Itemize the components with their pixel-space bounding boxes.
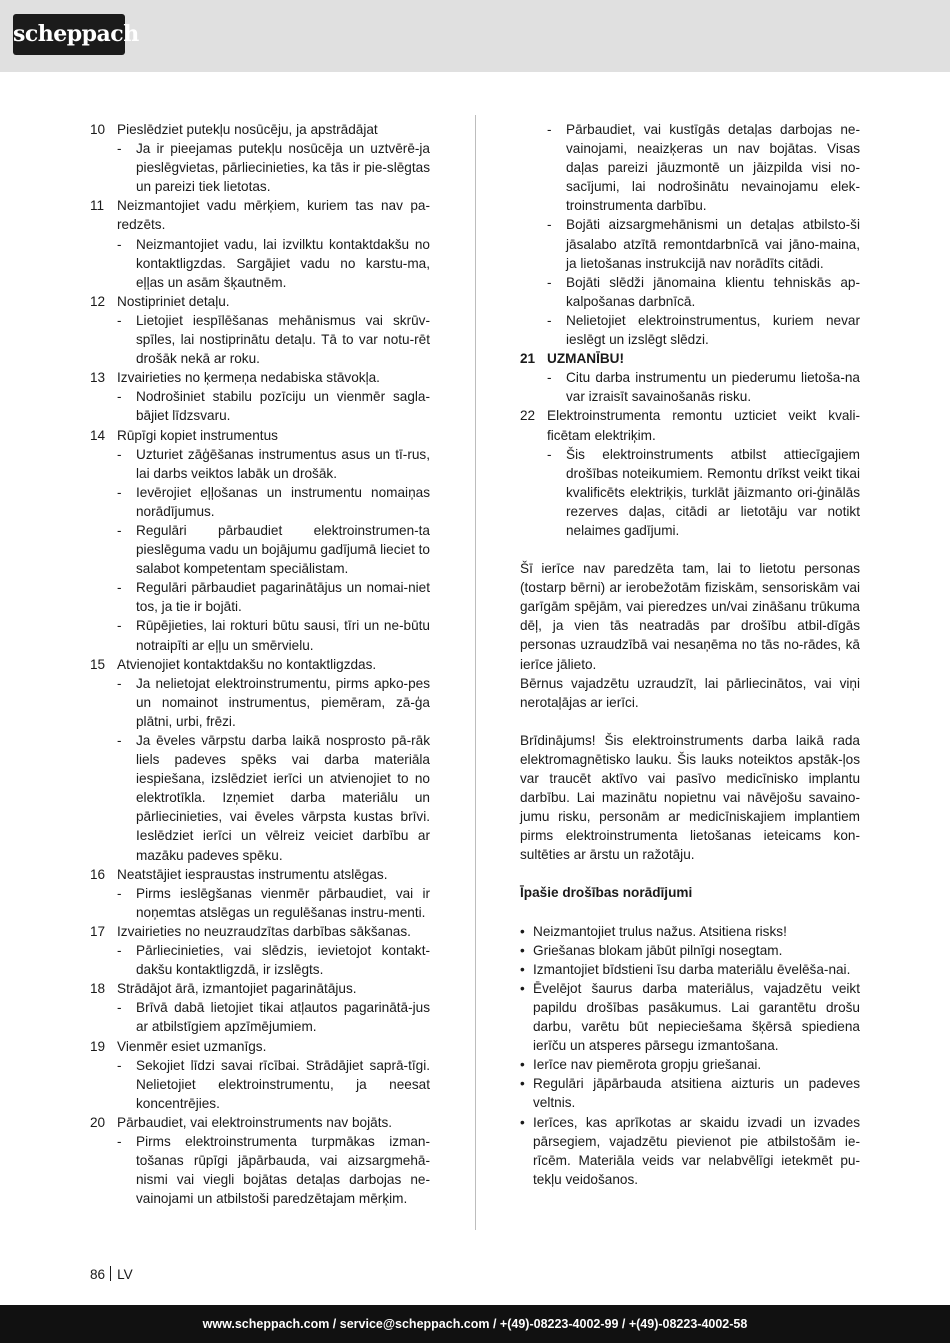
sub-item-text: Nelietojiet elektroinstrumentus, kuriem nevar ieslēgt un izslēgt slēdzi. [566, 312, 860, 348]
sub-item [117, 483, 430, 521]
page-number: 86 [90, 1267, 106, 1282]
dash-marker: - [117, 675, 122, 691]
bullet-text: Neizmantojiet trulus nažus. Atsitiena risks! [533, 923, 787, 939]
bullet-text: Ēvelējot šaurus darba materiālus, vajadzētu veikt papildu drošības pasākumus. Lai garantētu drošu darbu, varētu būt nepieciešama šķērsā spiediena ierīču un atsperes pārsegu izmantošana. [533, 980, 860, 1054]
dash-marker: - [117, 389, 122, 405]
sub-item-text: Regulāri pārbaudiet pagarinātājus un nomai-niet tos, ja tie ir bojāti. [136, 580, 430, 615]
bullet-marker: • [520, 1057, 525, 1073]
sub-item-text: Regulāri pārbaudiet elektroinstrumen-ta pieslēguma vadu un bojājumu gadījumā lieciet to salabot kompetentam speciālistam. [136, 522, 430, 577]
sub-item [117, 235, 430, 292]
list-item-row [90, 1037, 430, 1056]
bullet-item [520, 922, 860, 941]
dash-marker: - [117, 522, 122, 538]
dash-marker: - [117, 1057, 122, 1073]
bullet-item [520, 1055, 860, 1074]
list-item-row [90, 655, 430, 674]
list-item-10 [90, 120, 430, 196]
dash-marker: - [117, 446, 122, 462]
sub-item [547, 273, 860, 311]
item-text: Rūpīgi kopiet instrumentus [117, 427, 278, 443]
sub-item-text: Ja ēveles vārpstu darba laikā nosprosto pā-rāk liels padeves spēks vai darba materiāla iespiešana, izslēdziet ierīci un atvienojiet to no elektrotīkla. Izņemiet darba materiālu un pārliecinieties, vai ēveles vārpsta kustas brīvi. Ieslēdziet ierīci un vēlreiz veiciet darbību ar mazāku padeves spēku. [136, 733, 430, 863]
sub-item [117, 674, 430, 731]
item-number: 21 [520, 351, 536, 367]
dash-marker: - [547, 217, 552, 233]
list-item-21 [520, 349, 860, 406]
item-number: 17 [90, 923, 106, 939]
dash-marker: - [547, 370, 552, 386]
bullet-item [520, 941, 860, 960]
bullet-marker: • [520, 961, 525, 977]
item-text: Neizmantojiet vadu mērķiem, kuriem tas nav pa-redzēts. [117, 198, 430, 233]
sub-item [117, 521, 430, 578]
dash-marker: - [117, 236, 122, 252]
sub-item [547, 215, 860, 272]
sub-item-text: Pirms elektroinstrumenta turpmākas izman-tošanas rūpīgi jāpārbauda, vai aizsargmehā-nismi vai viegli bojātas detaļas darbojas ne-vainojami un atbilstoši paredzētajam mērķim. [136, 1133, 430, 1207]
list-item-row [90, 922, 430, 941]
bullet-text: Ierīces, kas aprīkotas ar skaidu izvadi un izvades pārsegiem, vajadzētu pievienot pie atbilstošām ie-rīcēm. Materiāla veids var nelabvēlīgi ietekmēt pu-tekļu veidošanos. [533, 1114, 860, 1187]
dash-marker: - [117, 618, 122, 634]
item-number: 19 [90, 1038, 106, 1054]
item-text: Atvienojiet kontaktdakšu no kontaktligzdas. [117, 656, 377, 672]
list-item-22 [520, 406, 860, 540]
paragraph-children: Bērnus vajadzētu uzraudzīt, lai pārliecinātos, vai viņi nerotaļājas ar ierīci. [520, 675, 860, 710]
item-20-continued [520, 120, 860, 349]
list-item-16 [90, 865, 430, 922]
item-text: UZMANĪBU! [547, 351, 625, 367]
dash-marker: - [547, 312, 552, 328]
footer-contact-text: www.scheppach.com / service@scheppach.com / +(49)-08223-4002-99 / +(49)-08223-4002-58 [202, 1317, 748, 1331]
sub-item-text: Ja nelietojat elektroinstrumentu, pirms apko-pes un nomainot instrumentus, piemēram, zā-ģa plātni, urbi, frēzi. [136, 675, 430, 729]
page-separator [110, 1266, 111, 1281]
sub-item [117, 1056, 430, 1113]
dash-marker: - [547, 274, 552, 290]
dash-marker: - [117, 943, 122, 959]
item-number: 18 [90, 981, 106, 997]
sub-item-text: Brīvā dabā lietojiet tikai atļautos pagarinātā-jus ar atbilstīgiem apzīmējumiem. [136, 1000, 430, 1035]
page-language: LV [117, 1267, 133, 1282]
sub-item-text: Uzturiet zāģēšanas instrumentus asus un tī-rus, lai darbs veiktos labāk un drošāk. [136, 446, 430, 481]
list-item-14 [90, 426, 430, 655]
item-number: 10 [90, 122, 106, 137]
sub-item [117, 731, 430, 865]
item-number: 13 [90, 370, 106, 386]
list-item-row [90, 120, 430, 139]
list-item-11 [90, 196, 430, 291]
bullet-marker: • [520, 942, 525, 958]
sub-item [547, 120, 860, 215]
sub-item-text: Pirms ieslēgšanas vienmēr pārbaudiet, vai ir noņemtas atslēgas un regulēšanas instru-menti. [136, 885, 430, 920]
page-header [0, 0, 950, 72]
sub-item-text: Bojāti aizsargmehānismi un detaļas atbilsto-ši jāsalabo atzītā remontdarbnīcā vai jāno-maina, ja lietošanas instrukcijā nav norādīts citādi. [566, 217, 860, 271]
sub-item [117, 941, 430, 979]
list-item-13 [90, 368, 430, 425]
item-text: Neatstājiet iespraustas instrumentu atslēgas. [117, 866, 388, 882]
item-text: Nostipriniet detaļu. [117, 293, 230, 309]
dash-marker: - [117, 580, 122, 596]
bullet-item [520, 1074, 860, 1112]
sub-item [547, 311, 860, 349]
sub-item-text: Šis elektroinstruments atbilst attiecīgajiem drošības noteikumiem. Remontu drīkst veikt tikai kvalificēts elektriķis, turklāt jāizmanto ori-ģinālās rezerves daļas, citādi ar lietotāju var notikt nelaimes gadījumi. [566, 446, 860, 538]
bullet-text: Izmantojiet bīdstieni īsu darba materiālu ēvelēša-nai. [533, 961, 851, 977]
dash-marker: - [547, 446, 552, 462]
page-footer-label [90, 1266, 133, 1282]
sub-item-text: Nodrošiniet stabilu pozīciju un vienmēr sagla-bājiet līdzsvaru. [136, 389, 430, 424]
bullet-text: Griešanas blokam jābūt pilnīgi nosegtam. [533, 942, 783, 958]
item-text: Izvairieties no neuzraudzītas darbības sākšanas. [117, 923, 411, 939]
list-item-row [520, 406, 860, 444]
contact-footer [0, 1305, 950, 1343]
list-item-19 [90, 1037, 430, 1113]
list-item-row [520, 349, 860, 368]
item-number: 16 [90, 866, 106, 882]
list-item-row [90, 426, 430, 445]
item-number: 14 [90, 427, 106, 443]
sub-item [117, 616, 430, 654]
bullet-item [520, 960, 860, 979]
paragraph-warning: Brīdinājums! Šis elektroinstruments darba laikā rada elektromagnētisko lauku. Šis lauks noteiktos apstāk-ļos var traucēt aktīvo vai pasīvo medicīnisko implantu darbību. Lai mazinātu nopietnu vai nāvējošu savaino-jumu risku, personām ar medicīniskajiem implantiem pirms elektroinstrumenta lietošanas ieteicams kon-sultēties ar ārstu un ražotāju. [520, 732, 860, 863]
list-item-15 [90, 655, 430, 865]
special-safety-list [520, 922, 860, 1189]
sub-item-text: Ja ir pieejamas putekļu nosūcēja un uztvērē-ja pieslēgvietas, pārliecinieties, ka tās ir pie-slēgtas un pareizi tiek lietotas. [136, 141, 430, 195]
item-text: Strādājot ārā, izmantojiet pagarinātājus. [117, 981, 357, 997]
list-item-row [90, 1113, 430, 1132]
bullet-marker: • [520, 980, 525, 996]
paragraph-usage-restriction: Šī ierīce nav paredzēta tam, lai to lietotu personas (tostarp bērni) ar ierobežotām fiziskām, sensoriskām vai garīgām spējām, vai pieredzes un/vai zināšanu trūkuma dēļ, ja vien tās neatradās par drošību atbil-dīgās personas uzraudzībā vai nesaņēma no tās no-rādes, kā ierīce jālieto. [520, 561, 860, 672]
scheppach-logo: scheppach [13, 14, 125, 55]
list-item-20 [90, 1113, 430, 1208]
item-number: 20 [90, 1114, 106, 1130]
bullet-item [520, 1113, 860, 1189]
dash-marker: - [117, 885, 122, 901]
bullet-marker: • [520, 923, 525, 939]
column-divider [475, 115, 476, 1230]
list-item-18 [90, 979, 430, 1036]
list-item-row [90, 865, 430, 884]
list-item-row [90, 368, 430, 387]
spacer [520, 864, 860, 883]
sub-item [117, 139, 430, 196]
item-number: 22 [520, 408, 536, 424]
dash-marker: - [117, 733, 122, 748]
item-number: 15 [90, 656, 106, 672]
special-safety-heading: Īpašie drošības norādījumi [520, 885, 693, 901]
bullet-marker: • [520, 1076, 525, 1092]
bullet-marker: • [520, 1114, 525, 1130]
sub-item-text: Sekojiet līdzi savai rīcībai. Strādājiet saprā-tīgi. Nelietojiet elektroinstrumentu, ja neesat koncentrējies. [136, 1057, 430, 1111]
dash-marker: - [117, 1133, 122, 1149]
item-number: 11 [90, 198, 105, 214]
dash-marker: - [117, 141, 122, 157]
bullet-item [520, 979, 860, 1055]
right-column [520, 120, 860, 1189]
list-item-row [90, 979, 430, 998]
sub-item-text: Lietojiet iespīlēšanas mehānismus vai skrūv-spīles, lai nostiprinātu detaļu. Tā to var notu-rēt drošāk nekā ar roku. [136, 312, 430, 367]
dash-marker: - [117, 484, 122, 500]
list-item-row [90, 292, 430, 311]
sub-item-text: Citu darba instrumentu un piederumu lietoša-na var izraisīt savainošanās risku. [566, 370, 860, 405]
sub-item [117, 387, 430, 425]
spacer [520, 540, 860, 559]
sub-item-text: Pārbaudiet, vai kustīgās detaļas darbojas ne-vainojami, neaizķeras un nav bojātas. Visas daļas pareizi jāuzmontē un jāizpilda visi no-sacījumi, lai nodrošinātu nevainojamu elek-troinstrumenta darbību. [566, 122, 860, 214]
spacer [520, 712, 860, 731]
spacer [520, 903, 860, 922]
left-column [90, 120, 430, 1208]
dash-marker: - [547, 122, 552, 137]
item-number: 12 [90, 293, 106, 309]
sub-item [117, 884, 430, 922]
bullet-text: Regulāri jāpārbauda atsitiena aizturis un padeves veltnis. [533, 1076, 860, 1111]
sub-item-text: Neizmantojiet vadu, lai izvilktu kontaktdakšu no kontaktligzdas. Sargājiet vadu no karstu-ma, eļļas un asām šķautnēm. [136, 236, 430, 290]
sub-item-text: Ievērojiet eļļošanas un instrumentu nomaiņas norādījumus. [136, 484, 430, 519]
list-item-17 [90, 922, 430, 979]
sub-item [117, 578, 430, 616]
bullet-text: Ierīce nav piemērota gropju griešanai. [533, 1057, 762, 1073]
sub-item [117, 311, 430, 368]
sub-item [117, 1132, 430, 1208]
sub-item [547, 368, 860, 406]
sub-item [117, 998, 430, 1036]
dash-marker: - [117, 1000, 122, 1016]
sub-item [117, 445, 430, 483]
dash-marker: - [117, 312, 122, 328]
sub-item [547, 445, 860, 540]
item-text: Pieslēdziet putekļu nosūcēju, ja apstrādājat [117, 122, 378, 137]
sub-item-text: Rūpējieties, lai rokturi būtu sausi, tīri un ne-būtu notraipīti ar eļļu un smērvielu. [136, 618, 430, 653]
sub-item-text: Pārliecinieties, vai slēdzis, ievietojot kontakt-dakšu kontaktligzdā, ir izslēgts. [136, 943, 430, 978]
item-text: Pārbaudiet, vai elektroinstruments nav bojāts. [117, 1114, 393, 1130]
list-item-12 [90, 292, 430, 368]
item-text: Vienmēr esiet uzmanīgs. [117, 1038, 267, 1054]
item-text: Izvairieties no ķermeņa nedabiska stāvokļa. [117, 370, 380, 386]
list-item-row [90, 196, 430, 234]
item-text: Elektroinstrumenta remontu uzticiet veikt kvali-ficētam elektriķim. [547, 408, 860, 443]
sub-item-text: Bojāti slēdži jānomaina klientu tehniskās ap-kalpošanas darbnīcā. [566, 274, 860, 309]
